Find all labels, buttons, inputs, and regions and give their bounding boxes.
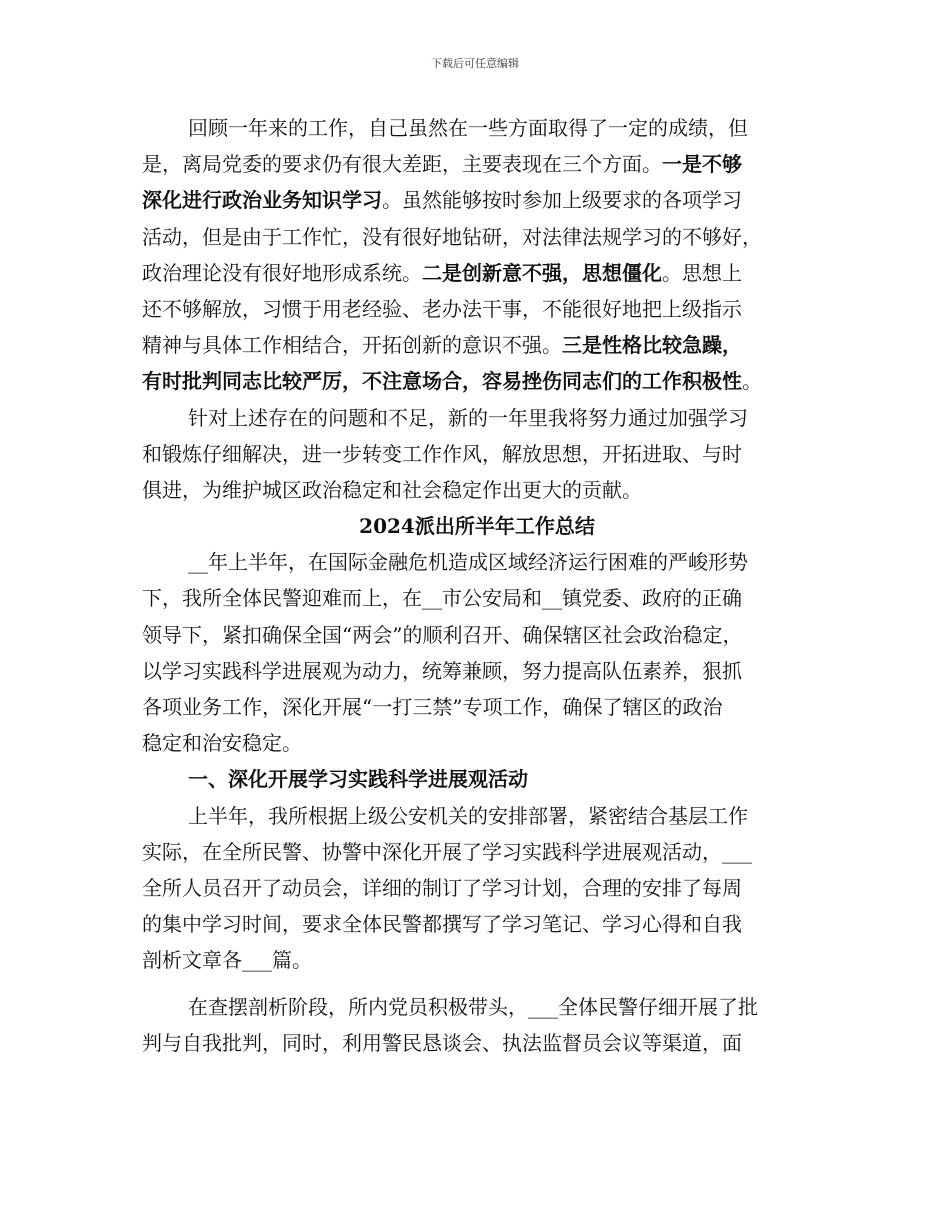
text-line — [142, 327, 812, 363]
text-line — [142, 906, 812, 942]
text-segment: 是，离局党委的要求仍有很大差距，主要表现在三个方面。 — [142, 152, 662, 177]
text-line — [142, 472, 812, 508]
text-line — [142, 725, 812, 761]
page-header-note: 下载后可任意编辑 — [431, 57, 519, 70]
text-line — [142, 182, 812, 218]
text-line — [142, 219, 812, 255]
text-segment: 在查摆剖析阶段，所内党员积极带头，___全体民警仔细开展了批 — [188, 994, 758, 1019]
text-line — [142, 761, 812, 797]
text-segment: 的集中学习时间，要求全体民警都撰写了学习笔记、学习心得和自我 — [142, 912, 742, 937]
text-segment: 上半年，我所根据上级公安机关的安排部署，紧密结合基层工作 — [188, 803, 748, 828]
text-line — [142, 363, 812, 399]
text-line — [142, 436, 812, 472]
text-segment: 俱进，为维护城区政治稳定和社会稳定作出更大的贡献。 — [142, 477, 642, 502]
text-segment: 活动，但是由于工作忙，没有很好地钻研，对法律法规学习的不够好， — [142, 224, 762, 249]
text-segment: 。虽然能够按时参加上级要求的各项学习 — [382, 188, 742, 213]
bold-text-segment: 深化进行政治业务知识学习 — [142, 188, 382, 213]
text-line — [142, 653, 812, 689]
text-line — [142, 989, 812, 1025]
text-segment: 实际，在全所民警、协警中深化开展了学习实践科学进展观活动，___ — [142, 839, 752, 864]
text-segment: 回顾一年来的工作，自己虽然在一些方面取得了一定的成绩，但 — [188, 116, 748, 140]
section-title — [142, 508, 812, 544]
bold-text-segment: 二是创新意不强，思想僵化 — [422, 260, 662, 285]
text-line — [142, 942, 812, 978]
text-line — [142, 1025, 812, 1061]
text-segment: 下，我所全体民警迎难而上，在__市公安局和__镇党委、政府的正确 — [142, 586, 742, 611]
text-segment: 各项业务工作，深化开展“一打三禁”专项工作，确保了辖区的政治 — [142, 695, 723, 719]
document-body — [142, 110, 812, 1061]
text-segment: 剖析文章各___篇。 — [142, 948, 312, 973]
text-line — [142, 798, 812, 834]
text-line — [142, 400, 812, 436]
text-segment: 以学习实践科学进展观为动力，统筹兼顾，努力提高队伍素养，狠抓 — [142, 658, 742, 683]
bold-text-segment: 一、深化开展学习实践科学进展观活动 — [188, 767, 528, 792]
text-line — [142, 146, 812, 182]
bold-text-segment: 2024派出所半年工作总结 — [359, 514, 595, 539]
text-segment: 。 — [742, 369, 762, 394]
text-line — [142, 255, 812, 291]
text-line — [142, 870, 812, 906]
paragraph-gap — [142, 979, 812, 989]
text-line — [142, 291, 812, 327]
text-segment: 全所人员召开了动员会，详细的制订了学习计划，合理的安排了每周 — [142, 875, 742, 900]
bold-text-segment: 有时批判同志比较严厉，不注意场合，容易挫伤同志们的工作积极性 — [142, 369, 742, 394]
text-segment: 针对上述存在的问题和不足，新的一年里我将努力通过加强学习 — [188, 405, 748, 430]
text-segment: 领导下，紧扣确保全国“两会”的顺利召开、确保辖区社会政治稳定， — [142, 622, 743, 647]
text-line — [142, 580, 812, 616]
text-segment: 精神与具体工作相结合，开拓创新的意识不强。 — [142, 333, 562, 358]
text-line — [142, 834, 812, 870]
text-segment: 稳定和治安稳定。 — [142, 731, 302, 756]
text-line — [142, 689, 812, 725]
text-segment: 还不够解放，习惯于用老经验、老办法干事，不能很好地把上级指示 — [142, 296, 742, 321]
bold-text-segment: 一是不够 — [662, 152, 742, 177]
text-segment: 政治理论没有很好地形成系统。 — [142, 260, 422, 285]
text-line — [142, 544, 812, 580]
text-segment: __年上半年，在国际金融危机造成区域经济运行困难的严峻形势 — [188, 550, 748, 575]
text-line — [142, 110, 812, 146]
text-segment: 判与自我批判，同时，利用警民恳谈会、执法监督员会议等渠道，面 — [142, 1030, 742, 1055]
text-line — [142, 617, 812, 653]
text-segment: 和锻炼仔细解决，进一步转变工作作风，解放思想，开拓进取、与时 — [142, 441, 742, 466]
bold-text-segment: 三是性格比较急躁， — [562, 333, 742, 358]
text-segment: 。思想上 — [662, 260, 742, 285]
